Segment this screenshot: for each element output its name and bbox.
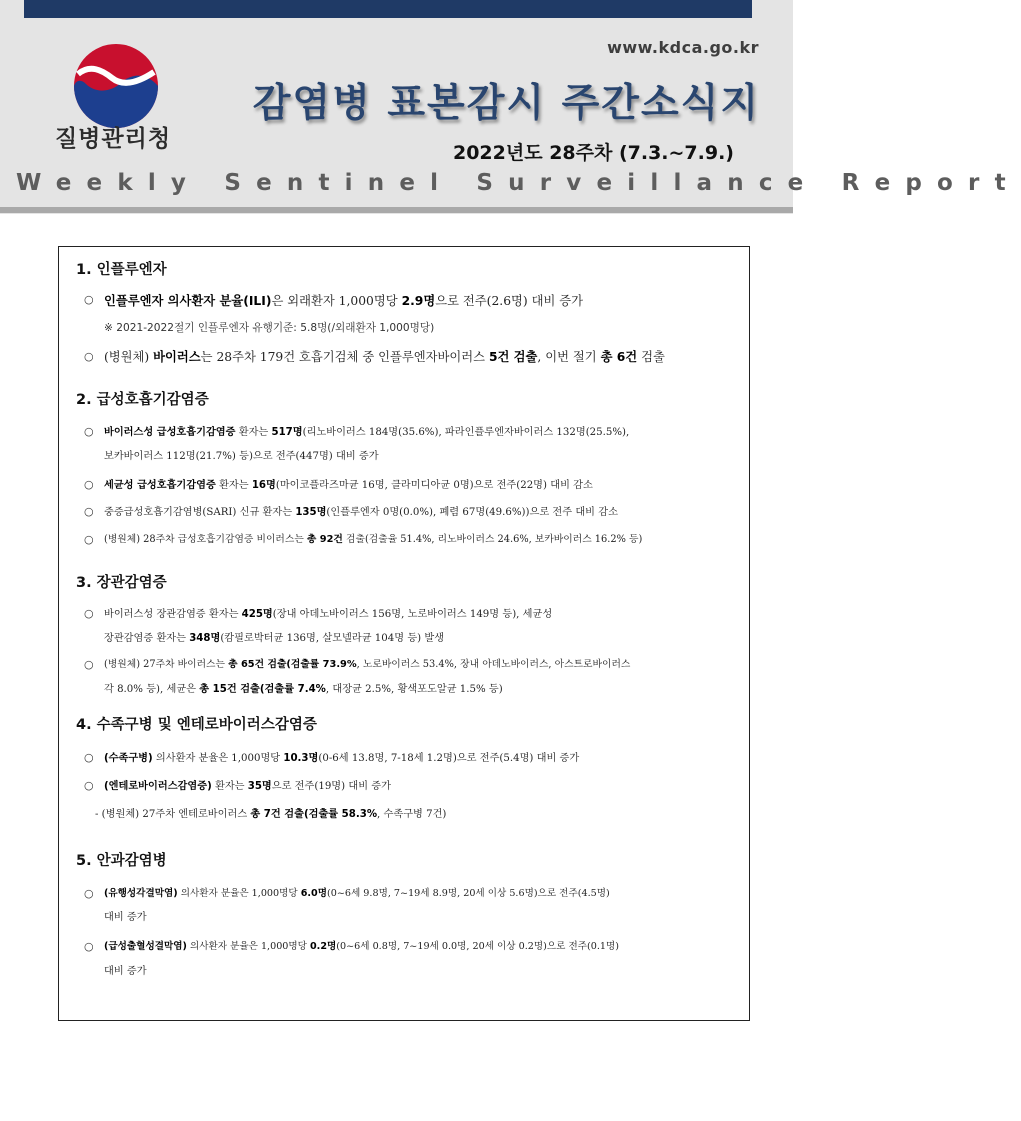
list-item: 바이러스성 장관감염증 환자는 425명(장내 아데노바이러스 156명, 노로바이러스 149명 등), 세균성 [104, 609, 553, 620]
list-item: 바이러스성 급성호흡기감염증 환자는 517명(리노바이러스 184명(35.6%), 파라인플루엔자바이러스 132명(25.5%), [104, 427, 630, 438]
list-item: (유행성각결막염) 의사환자 분율은 1,000명당 6.0명(0~6세 9.8명, 7~19세 8.9명, 20세 이상 5.6명)으로 전주(4.5명) [104, 888, 610, 899]
list-item-sub: - (병원체) 27주차 엔테로바이러스 총 7건 검출(검출률 58.3%, 수족구병 7건) [95, 809, 447, 820]
bullet-icon: ○ [84, 425, 94, 438]
bullet-icon: ○ [84, 887, 94, 900]
list-item: 세균성 급성호흡기감염증 환자는 16명(마이코플라즈마균 16명, 클라미디아균 0명)으로 전주(22명) 대비 감소 [104, 480, 593, 491]
header-divider [0, 207, 793, 213]
list-item: 중증급성호흡기감염병(SARI) 신규 환자는 135명(인플루엔자 0명(0.0%), 폐렴 67명(49.6%))으로 전주 대비 감소 [104, 507, 618, 518]
bullet-icon: ○ [84, 293, 94, 306]
list-item-continued: 보카바이러스 112명(21.7%) 등)으로 전주(447명) 대비 증가 [104, 451, 379, 462]
section-title-influenza: 1. 인플루엔자 [76, 262, 167, 278]
list-item-continued: 각 8.0% 등), 세균은 총 15건 검출(검출률 7.4%, 대장균 2.5%, 황색포도알균 1.5% 등) [104, 684, 503, 695]
section-title-hfmd: 4. 수족구병 및 엔테로바이러스감염증 [76, 717, 317, 733]
header-top-bar [24, 0, 752, 18]
list-item: 인플루엔자 의사환자 분율(ILI)은 외래환자 1,000명당 2.9명으로 전주(2.6명) 대비 증가 [104, 294, 584, 308]
list-item: (병원체) 바이러스는 28주차 179건 호흡기검체 중 인플루엔자바이러스 5건 검출, 이번 절기 총 6건 검출 [104, 350, 665, 364]
bullet-icon: ○ [84, 658, 94, 671]
list-item-continued: 장관감염증 환자는 348명(캄필로박터균 136명, 살모넬라균 104명 등) 발생 [104, 633, 445, 644]
list-item: (병원체) 27주차 바이러스는 총 65건 검출(검출률 73.9%, 노로바이러스 53.4%, 장내 아데노바이러스, 아스트로바이러스 [104, 659, 631, 670]
page-title: 감염병 표본감시 주간소식지 [252, 81, 760, 126]
bullet-icon: ○ [84, 751, 94, 764]
list-item-continued: 대비 증가 [104, 912, 147, 923]
list-item: (급성출혈성결막염) 의사환자 분율은 1,000명당 0.2명(0~6세 0.8명, 7~19세 0.0명, 20세 이상 0.2명)으로 전주(0.1명) [104, 941, 619, 952]
bullet-icon: ○ [84, 350, 94, 363]
list-item-continued: 대비 증가 [104, 966, 147, 977]
section-title-enteric: 3. 장관감염증 [76, 575, 167, 591]
bullet-icon: ○ [84, 478, 94, 491]
bullet-icon: ○ [84, 607, 94, 620]
site-url: www.kdca.go.kr [607, 38, 759, 57]
section-title-eye: 5. 안과감염병 [76, 853, 167, 869]
list-item: (병원체) 28주차 급성호흡기감염증 비이러스는 총 92건 검출(검출율 51.4%, 리노바이러스 24.6%, 보카바이러스 16.2% 등) [104, 534, 643, 545]
list-item: (엔테로바이러스감염증) 환자는 35명으로 전주(19명) 대비 증가 [104, 781, 391, 792]
list-item: (수족구병) 의사환자 분율은 1,000명당 10.3명(0-6세 13.8명, 7-18세 1.2명)으로 전주(5.4명) 대비 증가 [104, 753, 580, 764]
threshold-note: ※ 2021-2022절기 인플루엔자 유행기준: 5.8명(/외래환자 1,000명당) [104, 322, 435, 334]
bullet-icon: ○ [84, 533, 94, 546]
english-subtitle: Weekly Sentinel Surveillance Report [16, 170, 1021, 196]
org-name: 질병관리청 [54, 126, 172, 152]
bullet-icon: ○ [84, 779, 94, 792]
issue-period: 2022년도 28주차 (7.3.~7.9.) [452, 142, 734, 164]
report-header [0, 0, 1021, 214]
section-title-respiratory: 2. 급성호흡기감염증 [76, 392, 209, 408]
bullet-icon: ○ [84, 940, 94, 953]
bullet-icon: ○ [84, 505, 94, 518]
